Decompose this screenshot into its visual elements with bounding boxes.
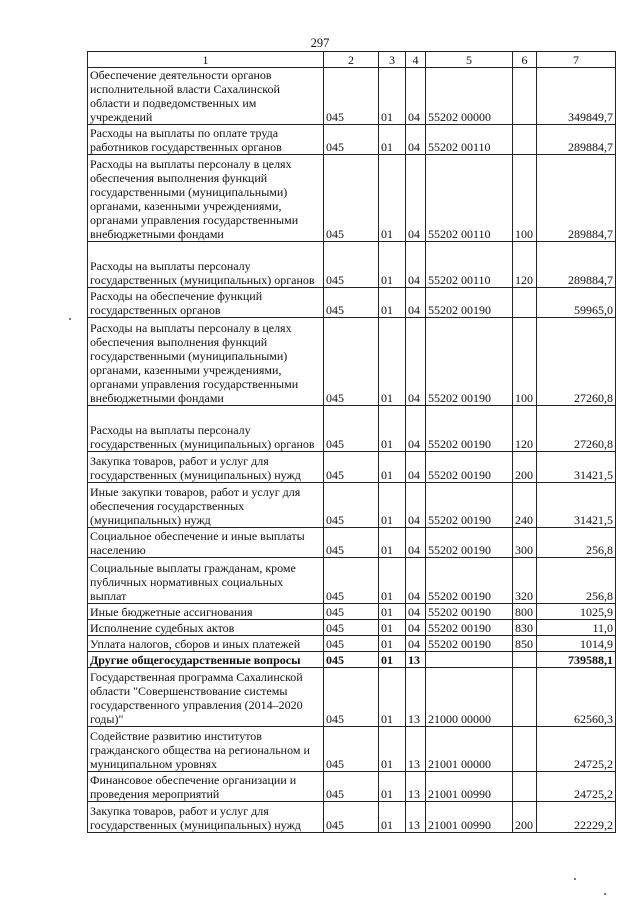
row-target-code: 55202 00190 xyxy=(426,636,513,652)
row-expense-type-code: 850 xyxy=(513,636,537,652)
row-amount: 289884,7 xyxy=(537,125,616,155)
row-gr-code: 045 xyxy=(324,406,379,452)
row-subsection-code: 04 xyxy=(406,288,426,318)
row-amount: 1025,9 xyxy=(537,604,616,620)
row-amount: 27260,8 xyxy=(537,318,616,406)
row-expense-type-code xyxy=(513,68,537,125)
row-name: Расходы на выплаты персоналу в целях обеспечения выполнения функций государственными (муниципальными) органами, казенными учреждениями, органами управления государственными внебюджетными фондами xyxy=(88,155,324,242)
row-amount: 24725,2 xyxy=(537,772,616,802)
row-expense-type-code: 830 xyxy=(513,620,537,636)
row-name: Другие общегосударственные вопросы xyxy=(88,652,324,668)
row-section-code: 01 xyxy=(379,652,406,668)
row-gr-code: 045 xyxy=(324,452,379,483)
row-target-code: 21001 00990 xyxy=(426,802,513,833)
table-row xyxy=(88,155,616,242)
scan-speck xyxy=(574,878,576,880)
row-amount: 256,8 xyxy=(537,558,616,604)
column-number-row xyxy=(88,52,616,68)
row-section-code: 01 xyxy=(379,155,406,242)
row-section-code: 01 xyxy=(379,483,406,528)
row-expense-type-code: 100 xyxy=(513,318,537,406)
row-section-code: 01 xyxy=(379,668,406,727)
row-expense-type-code xyxy=(513,125,537,155)
row-expense-type-code: 120 xyxy=(513,406,537,452)
table-row xyxy=(88,68,616,125)
row-section-code: 01 xyxy=(379,727,406,772)
row-section-code: 01 xyxy=(379,620,406,636)
table-row xyxy=(88,802,616,833)
row-gr-code: 045 xyxy=(324,125,379,155)
row-target-code: 21001 00990 xyxy=(426,772,513,802)
row-target-code: 55202 00190 xyxy=(426,620,513,636)
row-gr-code: 045 xyxy=(324,288,379,318)
row-subsection-code: 13 xyxy=(406,652,426,668)
row-name: Иные закупки товаров, работ и услуг для обеспечения государственных (муниципальных) нужд xyxy=(88,483,324,528)
table-row xyxy=(88,636,616,652)
row-name: Государственная программа Сахалинской области "Совершенствование системы государственного управления (2014–2020 годы)" xyxy=(88,668,324,727)
row-expense-type-code xyxy=(513,288,537,318)
row-name: Финансовое обеспечение организации и проведения мероприятий xyxy=(88,772,324,802)
table-row xyxy=(88,288,616,318)
row-section-code: 01 xyxy=(379,125,406,155)
row-expense-type-code xyxy=(513,652,537,668)
row-section-code: 01 xyxy=(379,772,406,802)
row-gr-code: 045 xyxy=(324,155,379,242)
row-target-code: 55202 00190 xyxy=(426,318,513,406)
row-subsection-code: 04 xyxy=(406,558,426,604)
row-gr-code: 045 xyxy=(324,652,379,668)
row-name: Расходы на выплаты по оплате труда работников государственных органов xyxy=(88,125,324,155)
row-target-code: 55202 00190 xyxy=(426,288,513,318)
row-amount: 62560,3 xyxy=(537,668,616,727)
row-amount: 349849,7 xyxy=(537,68,616,125)
row-section-code: 01 xyxy=(379,452,406,483)
table-row xyxy=(88,727,616,772)
row-name: Закупка товаров, работ и услуг для государственных (муниципальных) нужд xyxy=(88,802,324,833)
row-subsection-code: 13 xyxy=(406,668,426,727)
row-target-code: 55202 00190 xyxy=(426,528,513,558)
row-amount: 31421,5 xyxy=(537,483,616,528)
page-number: 297 xyxy=(310,36,330,50)
row-gr-code: 045 xyxy=(324,528,379,558)
row-amount: 1014,9 xyxy=(537,636,616,652)
row-subsection-code: 04 xyxy=(406,155,426,242)
row-target-code: 55202 00190 xyxy=(426,406,513,452)
table-row xyxy=(88,406,616,452)
row-target-code: 21001 00000 xyxy=(426,727,513,772)
row-gr-code: 045 xyxy=(324,727,379,772)
row-gr-code: 045 xyxy=(324,318,379,406)
row-amount: 11,0 xyxy=(537,620,616,636)
row-amount: 22229,2 xyxy=(537,802,616,833)
column-number: 1 xyxy=(88,52,324,68)
table-row xyxy=(88,558,616,604)
table-row xyxy=(88,652,616,668)
row-subsection-code: 04 xyxy=(406,318,426,406)
column-number: 7 xyxy=(537,52,616,68)
row-section-code: 01 xyxy=(379,68,406,125)
column-number: 2 xyxy=(324,52,379,68)
row-name: Обеспечение деятельности органов исполнительной власти Сахалинской области и подведомственных им учреждений xyxy=(88,68,324,125)
row-section-code: 01 xyxy=(379,242,406,288)
scan-speck xyxy=(69,318,71,320)
row-name: Содействие развитию институтов гражданского общества на региональном и муниципальном уровнях xyxy=(88,727,324,772)
row-subsection-code: 04 xyxy=(406,483,426,528)
row-expense-type-code: 120 xyxy=(513,242,537,288)
column-number: 3 xyxy=(379,52,406,68)
row-subsection-code: 04 xyxy=(406,604,426,620)
row-target-code: 55202 00000 xyxy=(426,68,513,125)
row-target-code: 55202 00110 xyxy=(426,125,513,155)
table-row xyxy=(88,452,616,483)
column-number: 4 xyxy=(406,52,426,68)
table-row xyxy=(88,604,616,620)
row-gr-code: 045 xyxy=(324,604,379,620)
table-row xyxy=(88,668,616,727)
row-expense-type-code: 300 xyxy=(513,528,537,558)
row-target-code: 55202 00110 xyxy=(426,155,513,242)
table-row xyxy=(88,620,616,636)
row-amount: 24725,2 xyxy=(537,727,616,772)
row-amount: 289884,7 xyxy=(537,242,616,288)
row-section-code: 01 xyxy=(379,288,406,318)
row-subsection-code: 04 xyxy=(406,125,426,155)
row-expense-type-code xyxy=(513,668,537,727)
row-subsection-code: 04 xyxy=(406,636,426,652)
row-gr-code: 045 xyxy=(324,483,379,528)
row-amount: 31421,5 xyxy=(537,452,616,483)
row-subsection-code: 13 xyxy=(406,727,426,772)
row-section-code: 01 xyxy=(379,318,406,406)
row-gr-code: 045 xyxy=(324,68,379,125)
table-row xyxy=(88,318,616,406)
row-name: Уплата налогов, сборов и иных платежей xyxy=(88,636,324,652)
row-expense-type-code: 800 xyxy=(513,604,537,620)
row-subsection-code: 04 xyxy=(406,620,426,636)
row-name: Расходы на обеспечение функций государственных органов xyxy=(88,288,324,318)
row-subsection-code: 04 xyxy=(406,242,426,288)
row-gr-code: 045 xyxy=(324,636,379,652)
table-row xyxy=(88,483,616,528)
row-name: Социальные выплаты гражданам, кроме публичных нормативных социальных выплат xyxy=(88,558,324,604)
row-name: Иные бюджетные ассигнования xyxy=(88,604,324,620)
row-name: Расходы на выплаты персоналу в целях обеспечения выполнения функций государственными (муниципальными) органами, казенными учреждениями, органами управления государственными внебюджетными фондами xyxy=(88,318,324,406)
row-gr-code: 045 xyxy=(324,772,379,802)
row-amount: 27260,8 xyxy=(537,406,616,452)
row-section-code: 01 xyxy=(379,406,406,452)
row-section-code: 01 xyxy=(379,604,406,620)
row-subsection-code: 13 xyxy=(406,802,426,833)
row-subsection-code: 04 xyxy=(406,528,426,558)
row-target-code: 55202 00190 xyxy=(426,604,513,620)
budget-table xyxy=(87,51,616,833)
row-gr-code: 045 xyxy=(324,242,379,288)
row-name: Закупка товаров, работ и услуг для государственных (муниципальных) нужд xyxy=(88,452,324,483)
row-gr-code: 045 xyxy=(324,668,379,727)
column-number: 5 xyxy=(426,52,513,68)
row-expense-type-code xyxy=(513,772,537,802)
row-expense-type-code xyxy=(513,727,537,772)
row-gr-code: 045 xyxy=(324,620,379,636)
row-amount: 256,8 xyxy=(537,528,616,558)
row-name: Социальное обеспечение и иные выплаты населению xyxy=(88,528,324,558)
row-amount: 289884,7 xyxy=(537,155,616,242)
row-subsection-code: 04 xyxy=(406,68,426,125)
row-target-code xyxy=(426,652,513,668)
table-row xyxy=(88,528,616,558)
row-gr-code: 045 xyxy=(324,802,379,833)
column-number: 6 xyxy=(513,52,537,68)
row-target-code: 55202 00190 xyxy=(426,558,513,604)
row-amount: 59965,0 xyxy=(537,288,616,318)
table-row xyxy=(88,242,616,288)
row-gr-code: 045 xyxy=(324,558,379,604)
table-row xyxy=(88,125,616,155)
row-section-code: 01 xyxy=(379,636,406,652)
row-target-code: 55202 00190 xyxy=(426,452,513,483)
row-target-code: 21000 00000 xyxy=(426,668,513,727)
row-name: Расходы на выплаты персоналу государственных (муниципальных) органов xyxy=(88,242,324,288)
row-expense-type-code: 100 xyxy=(513,155,537,242)
row-subsection-code: 04 xyxy=(406,406,426,452)
row-section-code: 01 xyxy=(379,528,406,558)
row-subsection-code: 04 xyxy=(406,452,426,483)
row-amount: 739588,1 xyxy=(537,652,616,668)
table-row xyxy=(88,772,616,802)
row-target-code: 55202 00110 xyxy=(426,242,513,288)
scan-speck xyxy=(604,893,606,895)
row-expense-type-code: 200 xyxy=(513,802,537,833)
row-expense-type-code: 320 xyxy=(513,558,537,604)
row-subsection-code: 13 xyxy=(406,772,426,802)
row-name: Исполнение судебных актов xyxy=(88,620,324,636)
row-expense-type-code: 200 xyxy=(513,452,537,483)
row-target-code: 55202 00190 xyxy=(426,483,513,528)
row-name: Расходы на выплаты персоналу государственных (муниципальных) органов xyxy=(88,406,324,452)
row-expense-type-code: 240 xyxy=(513,483,537,528)
row-section-code: 01 xyxy=(379,558,406,604)
row-section-code: 01 xyxy=(379,802,406,833)
